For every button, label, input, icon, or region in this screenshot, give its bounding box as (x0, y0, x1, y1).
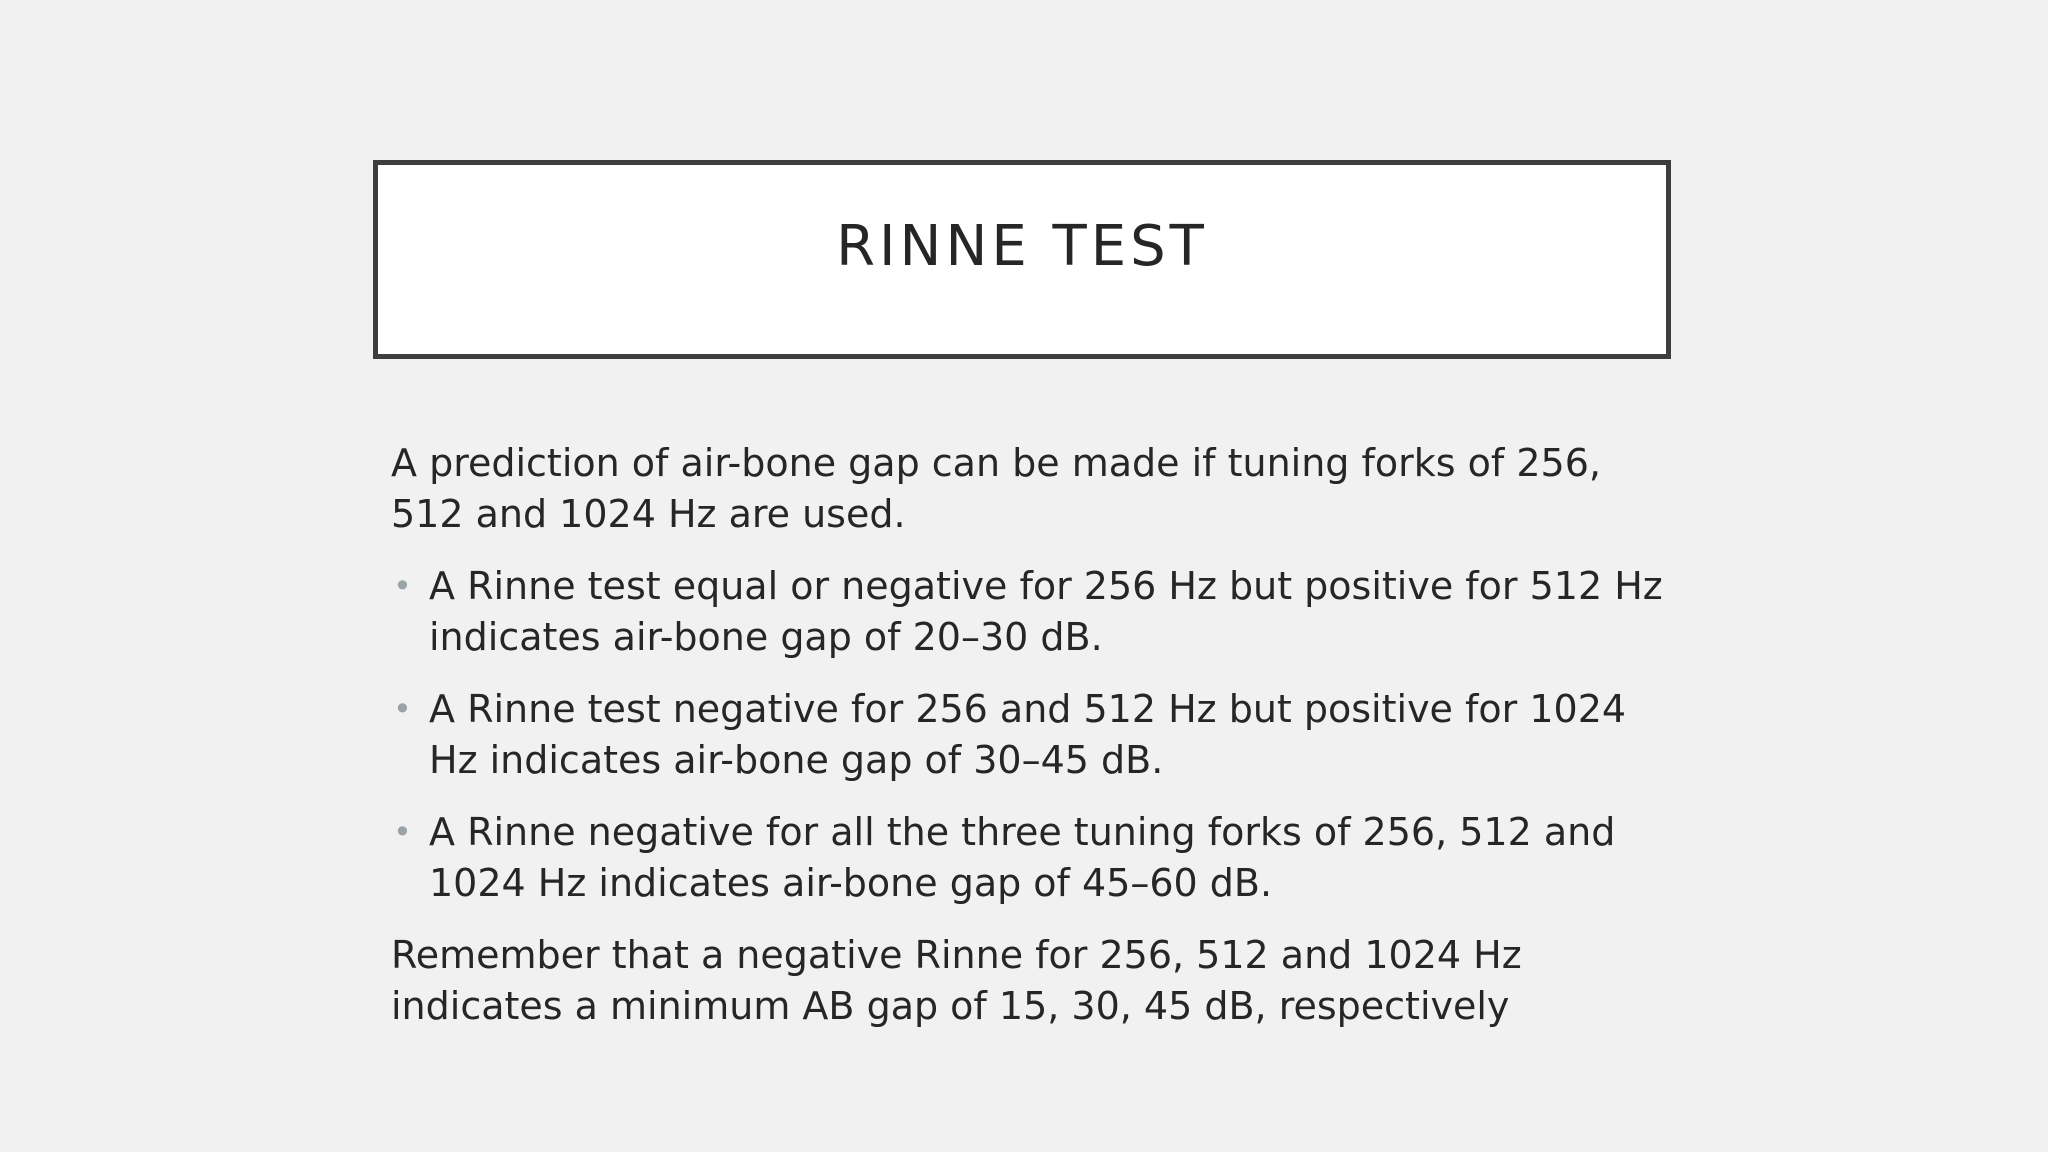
slide-title: RINNE TEST (836, 214, 1208, 279)
slide-content (391, 438, 1671, 1032)
bullet-item (391, 807, 1671, 909)
bullet-text: A Rinne test equal or negative for 256 Hz but positive for 512 Hz indicates air-bone gap of 20–30 dB. (429, 564, 1663, 659)
bullet-list (391, 561, 1671, 909)
bullet-item (391, 561, 1671, 663)
intro-paragraph: A prediction of air-bone gap can be made if tuning forks of 256, 512 and 1024 Hz are used. (391, 441, 1601, 536)
conclusion-paragraph: Remember that a negative Rinne for 256, 512 and 1024 Hz indicates a minimum AB gap of 15, 30, 45 dB, respectively (391, 933, 1522, 1028)
title-box (373, 160, 1671, 359)
bullet-item (391, 684, 1671, 786)
bullet-dot-icon: • (393, 567, 412, 605)
bullet-dot-icon: • (393, 813, 412, 851)
bullet-text: A Rinne test negative for 256 and 512 Hz but positive for 1024 Hz indicates air-bone gap of 30–45 dB. (429, 687, 1627, 782)
bullet-text: A Rinne negative for all the three tuning forks of 256, 512 and 1024 Hz indicates air-bone gap of 45–60 dB. (429, 810, 1616, 905)
bullet-dot-icon: • (393, 690, 412, 728)
